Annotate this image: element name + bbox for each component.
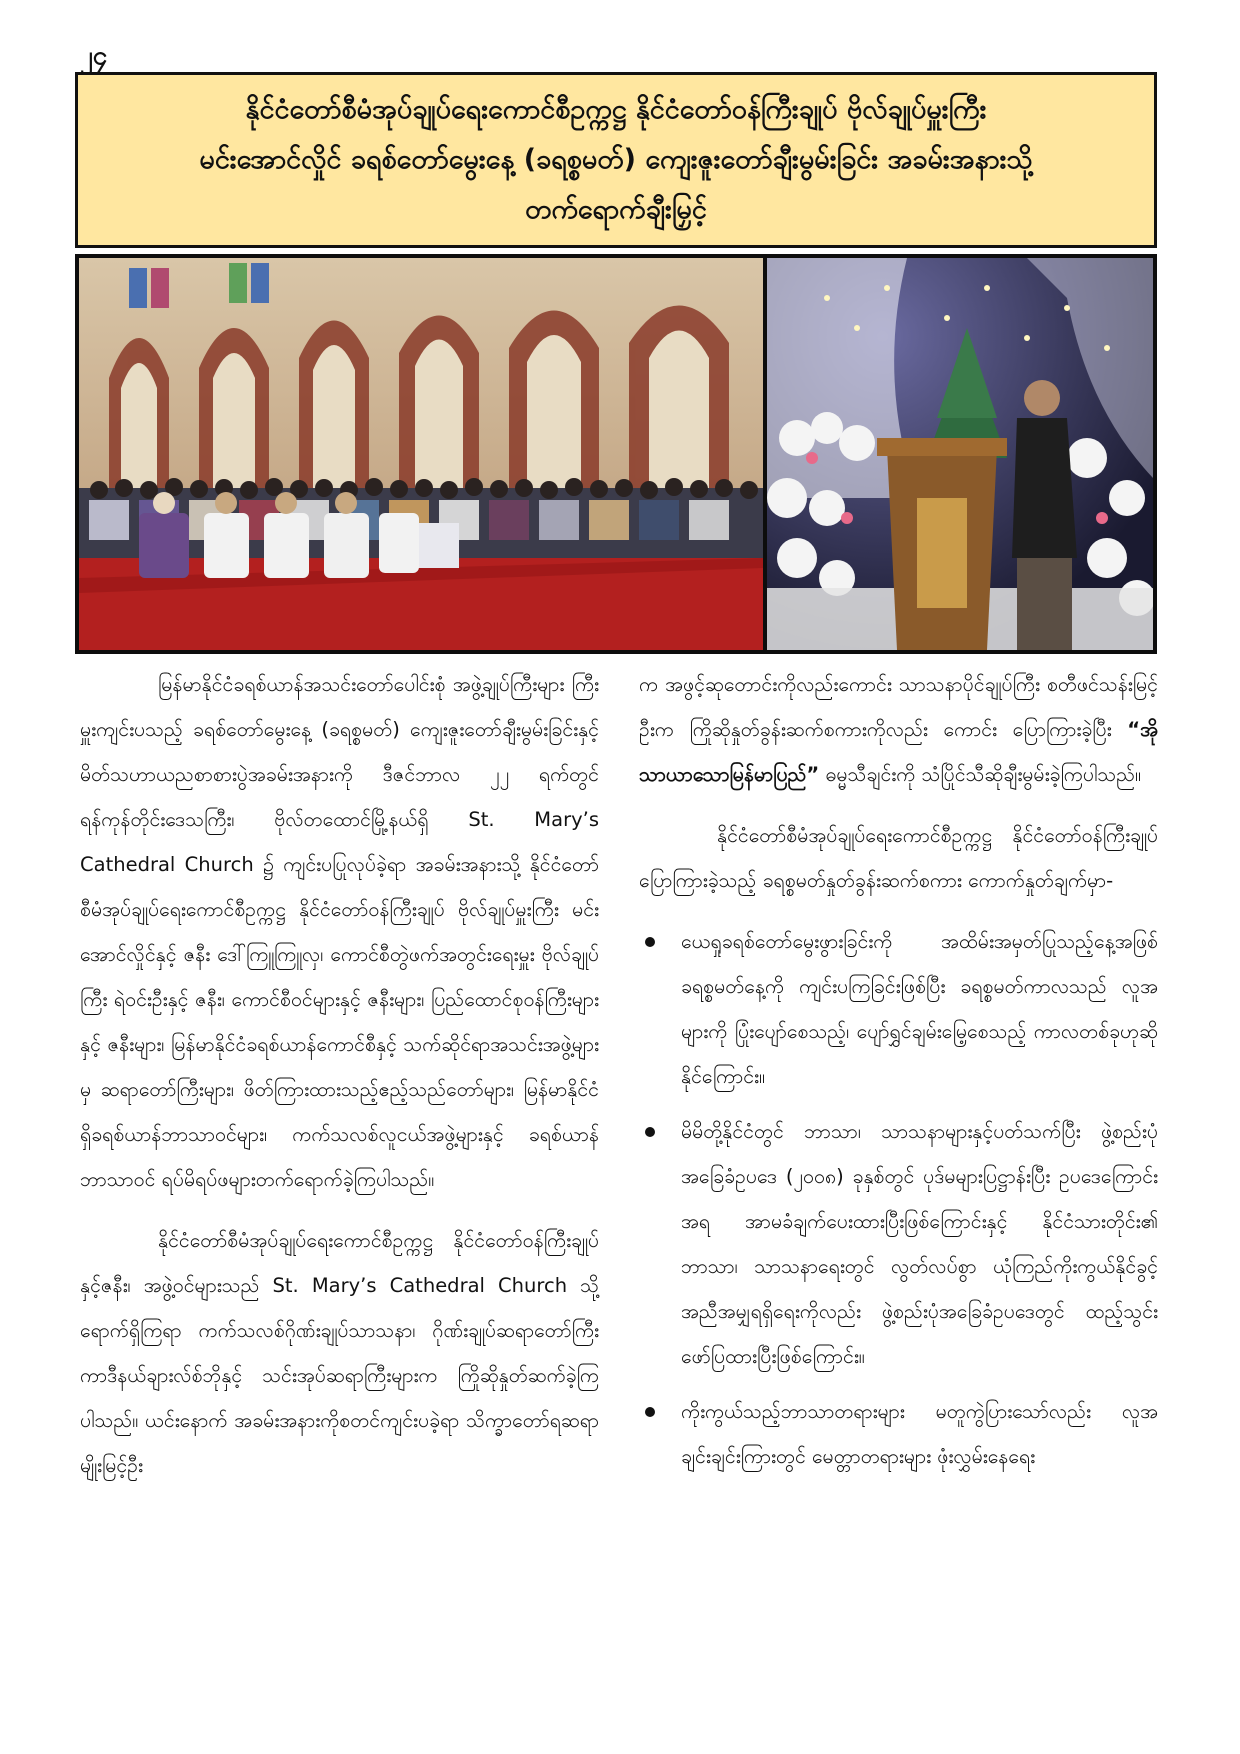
paragraph-arrival: နိုင်ငံတော်စီမံအုပ်ချုပ်ရေးကောင်စီဥက္ကဋ္ဌ နိုင်ငံတော်ဝန်ကြီးချုပ်နှင့်ဇနီး၊ အဖွဲ့ဝင်များသည် St. Mary’s Cathedral Church သို့ ရောက်ရှိကြရာ ကက်သလစ်ဂိုဏ်းချုပ်သာသနာ၊ ဂိုဏ်းချုပ်ဆရာတော်ကြီး ကာဒီနယ်ချားလ်စ်ဘိုနှင့် သင်းအုပ်ဆရာကြီးများက ကြိုဆိုနှုတ်ဆက်ခဲ့ကြပါသည်။ ယင်းနောက် အခမ်းအနားကိုစတင်ကျင်းပခဲ့ရာ သိက္ခာတော်ရဆရာ မျိုးမြင့်ဦး <box>80 1229 599 1477</box>
paragraph-intro: မြန်မာနိုင်ငံခရစ်ယာန်အသင်းတော်ပေါင်းစုံ အဖွဲ့ချုပ်ကြီးများ ကြီးမှူးကျင်းပသည့် ခရစ်တော်မွေးနေ့ (ခရစ္စမတ်) ကျေးဇူးတော်ချီးမွမ်းခြင်းနှင့် မိတ်သဟာယညစာစားပွဲအခမ်းအနားကို ဒီဇင်ဘာလ ၂၂ ရက်တွင် ရန်ကုန်တိုင်းဒေသကြီး၊ ဗိုလ်တထောင်မြို့နယ်ရှိ St. Mary’s Cathedral Church ၌ ကျင်းပပြုလုပ်ခဲ့ရာ အခမ်းအနားသို့ နိုင်ငံတော်စီမံအုပ်ချုပ်ရေးကောင်စီဥက္ကဋ္ဌ နိုင်ငံတော်ဝန်ကြီးချုပ် ဗိုလ်ချုပ်မှူးကြီး မင်းအောင်လှိုင်နှင့် ဇနီး ဒေါ်ကြူကြူလှ၊ ကောင်စီတွဲဖက်အတွင်းရေးမှူး ဗိုလ်ချုပ်ကြီး ရဲဝင်းဦးနှင့် ဇနီး၊ ကောင်စီဝင်များနှင့် ဇနီးများ၊ ပြည်ထောင်စုဝန်ကြီးများနှင့် ဇနီးများ၊ မြန်မာနိုင်ငံခရစ်ယာန်ကောင်စီနှင့် သက်ဆိုင်ရာအသင်းအဖွဲ့များမှ ဆရာတော်ကြီးများ၊ ဖိတ်ကြားထားသည့်ဧည့်သည်တော်များ၊ မြန်မာနိုင်ငံရှိခရစ်ယာန်ဘာသာဝင်များ၊ ကက်သလစ်လူငယ်အဖွဲ့များနှင့် ခရစ်ယာန်ဘာသာဝင် ရပ်မိရပ်ဖများတက်ရောက်ခဲ့ကြပါသည်။ <box>80 673 599 1191</box>
paragraph-continuation <box>639 662 1158 797</box>
bullet-icon <box>645 1407 655 1417</box>
list-item-text: ကိုးကွယ်သည့်ဘာသာတရားများ မတူကွဲပြားသော်လည်း လူအချင်းချင်းကြားတွင် မေတ္တာတရားများ ဖုံးလွှမ်းနေရေး <box>681 1400 1158 1468</box>
headline-line-3: တက်ရောက်ချီးမြှင့် <box>525 194 707 225</box>
continuation-end: ဓမ္မသီချင်းကို သံပြိုင်သီဆိုချီးမွမ်းခဲ့ကြပါသည်။ <box>825 763 1141 786</box>
photo-strip <box>75 254 1157 654</box>
speech-points <box>639 919 1158 1479</box>
list-item-text: မိမိတို့နိုင်ငံတွင် ဘာသာ၊ သာသနာများနှင့်ပတ်သက်ပြီး ဖွဲ့စည်းပုံအခြေခံဥပဒေ (၂၀၀၈) ခုနှစ်တွင် ပုဒ်မများပြဋ္ဌာန်းပြီး ဥပဒေကြောင်းအရ အာမခံချက်ပေးထားပြီးဖြစ်ကြောင်းနှင့် နိုင်ငံသားတိုင်း၏ ဘာသာ၊ သာသနာရေးတွင် လွတ်လပ်စွာ ယုံကြည်ကိုးကွယ်နိုင်ခွင့်အညီအမျှရရှိရေးကိုလည်း ဖွဲ့စည်းပုံအခြေခံဥပဒေတွင် ထည့်သွင်းဖော်ပြထားပြီးဖြစ်ကြောင်း။ <box>681 1120 1158 1368</box>
headline-box <box>75 72 1157 248</box>
cathedral-ceremony-photo <box>79 258 763 650</box>
list-item <box>639 1109 1158 1379</box>
headline-line-2: မင်းအောင်လှိုင် ခရစ်တော်မွေးနေ့ (ခရစ္စမတ်) ကျေးဇူးတော်ချီးမွမ်းခြင်း အခမ်းအနားသို့ <box>199 144 1033 175</box>
left-column <box>80 662 599 1722</box>
hymn-title: “အိုသာယာသောမြန်မာပြည်” <box>639 718 1158 786</box>
list-item <box>639 919 1158 1099</box>
headline-line-1: နိုင်ငံတော်စီမံအုပ်ချုပ်ရေးကောင်စီဥက္ကဋ္ဌ နိုင်ငံတော်ဝန်ကြီးချုပ် ဗိုလ်ချုပ်မှူးကြီး <box>245 94 987 125</box>
bullet-icon <box>645 937 655 947</box>
list-item <box>639 1389 1158 1479</box>
right-column <box>639 662 1158 1722</box>
bullet-icon <box>645 1127 655 1137</box>
speech-at-podium-photo <box>767 258 1153 650</box>
article-columns <box>80 662 1158 1722</box>
page-number: ၂၄ <box>80 41 108 71</box>
continuation-text: က အဖွင့်ဆုတောင်းကိုလည်းကောင်း သာသနာပိုင်ချုပ်ကြီး စတီဖင်သန်းမြင့်ဦးက ကြိုဆိုနှုတ်ခွန်းဆက်စကားကိုလည်း ကောင်း ပြောကြားခဲ့ပြီး <box>639 673 1158 741</box>
paragraph-speech-intro: နိုင်ငံတော်စီမံအုပ်ချုပ်ရေးကောင်စီဥက္ကဋ္ဌ နိုင်ငံတော်ဝန်ကြီးချုပ် ပြောကြားခဲ့သည့် ခရစ္စမတ်နှုတ်ခွန်းဆက်စကား ကောက်နှုတ်ချက်မှာ- <box>639 824 1158 892</box>
list-item-text: ယေရှုခရစ်တော်မွေးဖွားခြင်းကို အထိမ်းအမှတ်ပြုသည့်နေ့အဖြစ် ခရစ္စမတ်နေ့ကို ကျင်းပကြခြင်းဖြစ်ပြီး ခရစ္စမတ်ကာလသည် လူအများကို ပြုံးပျော်စေသည့်၊ ပျော်ရွှင်ချမ်းမြေ့စေသည့် ကာလတစ်ခုဟုဆိုနိုင်ကြောင်း။ <box>681 930 1158 1088</box>
